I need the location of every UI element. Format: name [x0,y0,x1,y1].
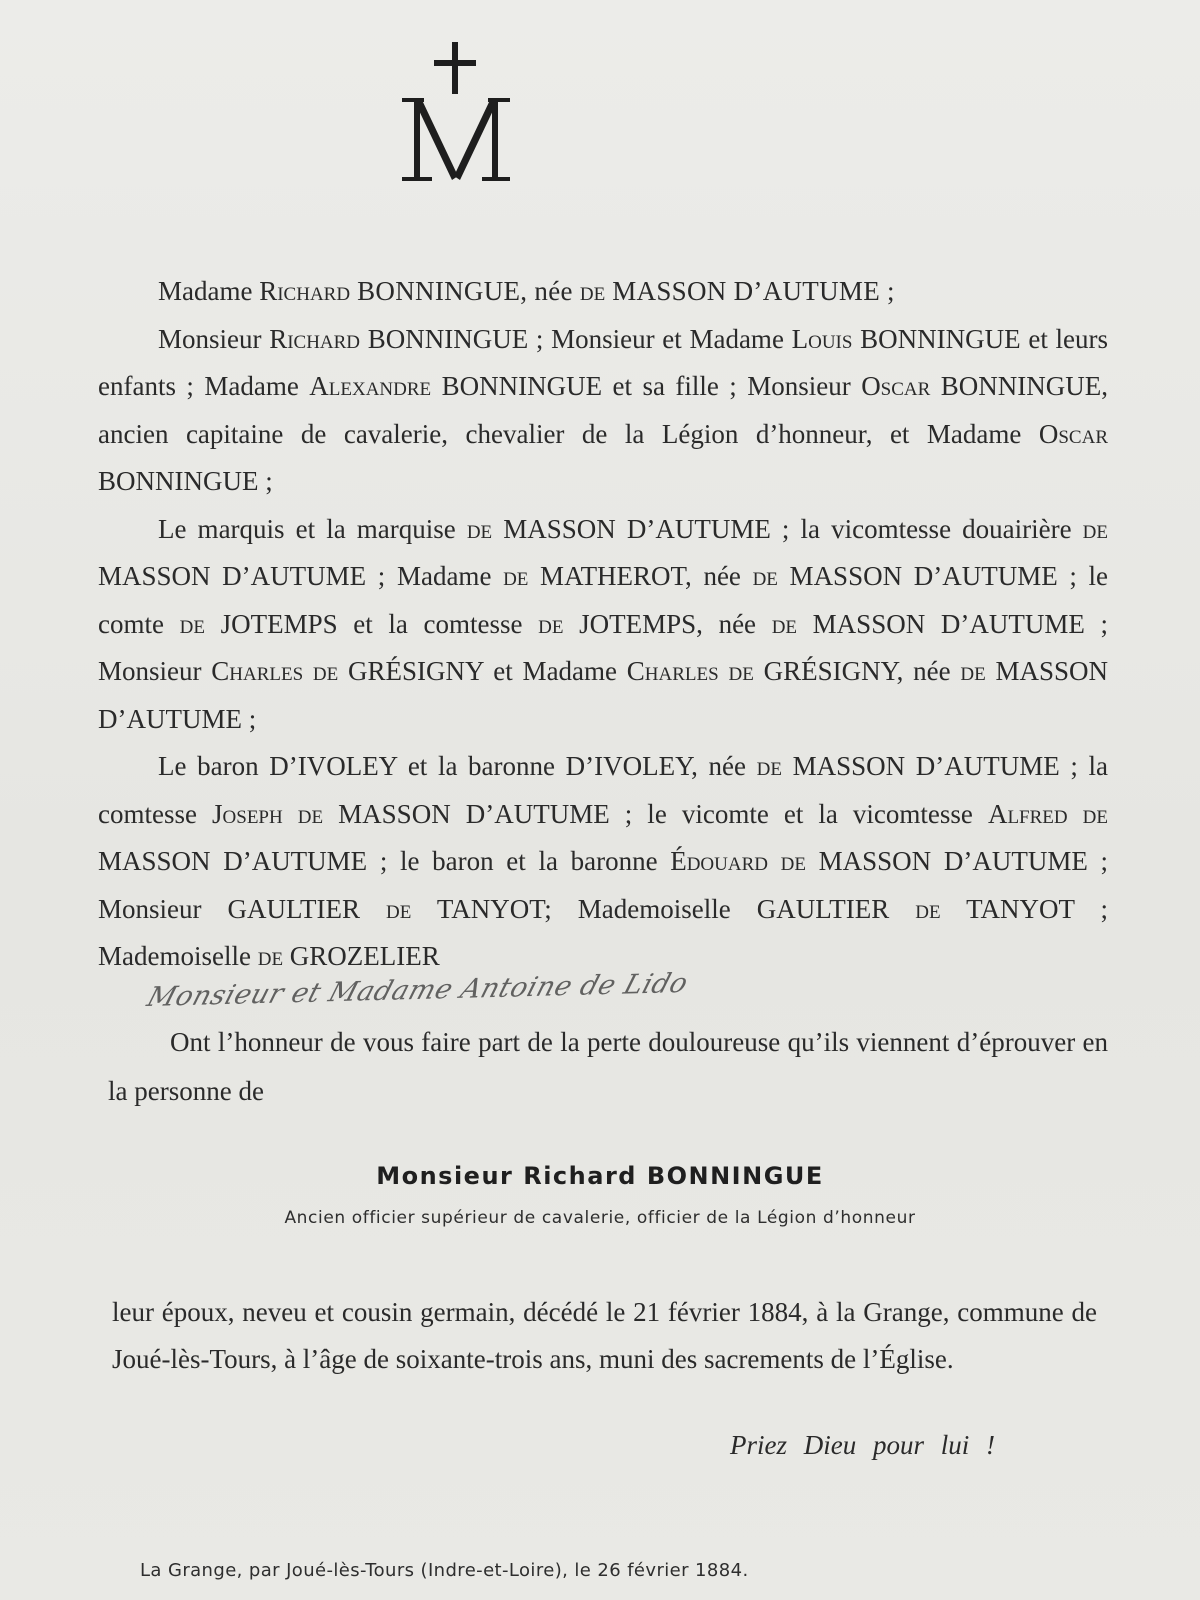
deceased-title: Ancien officier supérieur de cavalerie, officier de la Légion d’honneur [284,1208,916,1228]
footer-place-date: La Grange, par Joué-lès-Tours (Indre-et-Loire), le 26 février 1884. [140,1560,749,1581]
announcement-paragraph: Ont l’honneur de vous faire part de la perte douloureuse qu’ils viennent d’éprouver en la personne de [108,1027,1108,1106]
family-paragraph-2: Monsieur Richard BONNINGUE ; Monsieur et Madame Louis BONNINGUE et leurs enfants ; Madame Alexandre BONNINGUE et sa fille ; Monsieur Oscar BONNINGUE, ancien capitaine de cavalerie, chevalier de la Légion d’honneur, et Madame Oscar BONNINGUE ; [98,323,1109,496]
handwritten-addition: Monsieur et Madame Antoine de Lido [143,968,692,1013]
cross-and-m-monogram-icon [400,38,512,188]
deceased-name: Monsieur Richard BONNINGUE [376,1162,824,1190]
family-paragraph-4: Le baron D’IVOLEY et la baronne D’IVOLEY, née de MASSON D’AUTUME ; la comtesse Joseph de MASSON D’AUTUME ; le vicomte et la vicomtesse Alfred de MASSON D’AUTUME ; le baron et la baronne Édouard de MASSON D’AUTUME ; Monsieur GAULTIER de TANYOT; Mademoiselle GAULTIER de TANYOT ; Mademoiselle de GROZELIER [98,751,1109,971]
death-details-paragraph: leur époux, neveu et cousin germain, décédé le 21 février 1884, à la Grange, commune de Joué-lès-Tours, à l’âge de soixante-trois ans, muni des sacrements de l’Église. [112,1297,1097,1374]
family-paragraph-3: Le marquis et la marquise de MASSON D’AUTUME ; la vicomtesse douairière de MASSON D’AUTUME ; Madame de MATHEROT, née de MASSON D’AUTUME ; le comte de JOTEMPS et la comtesse de JOTEMPS, née de MASSON D’AUTUME ; Monsieur Charles de GRÉSIGNY et Madame Charles de GRÉSIGNY, née de MASSON D’AUTUME ; [98,513,1109,734]
family-list [98,268,1108,981]
prayer-line: Priez Dieu pour lui ! [730,1430,995,1460]
family-paragraph-1: Madame Richard BONNINGUE, née de MASSON D’AUTUME ; [158,276,895,306]
